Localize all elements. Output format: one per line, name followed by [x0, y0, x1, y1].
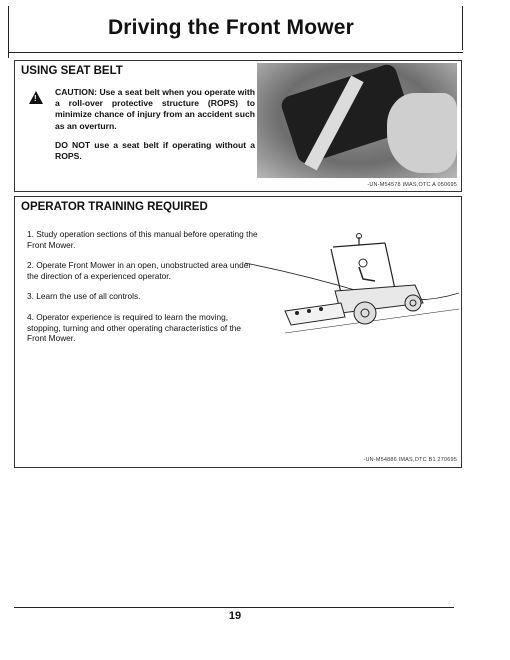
title-border-bottom: [8, 52, 463, 53]
caution-block: [29, 87, 255, 162]
rops-warning-text: DO NOT use a seat belt if operating without a ROPS.: [55, 139, 255, 162]
training-steps: [27, 229, 259, 354]
title-border-right: [462, 6, 463, 50]
front-mower-illustration: [245, 233, 459, 343]
warning-triangle-icon: !: [29, 91, 43, 104]
training-step: 3. Learn the use of all controls.: [27, 291, 141, 302]
seat-belt-photo: [257, 63, 457, 178]
training-step: 4. Operator experience is required to learn the moving, stopping, turning and other operating characteristics of the Front Mower.: [27, 311, 242, 344]
seat-belt-section: [14, 60, 462, 192]
seat-belt-figure-caption: -UN-M54578 IMAS,OTC A 050695: [367, 182, 457, 188]
page-title: Driving the Front Mower: [107, 16, 355, 39]
operator-training-section: [14, 196, 462, 468]
training-heading: OPERATOR TRAINING REQUIRED: [21, 201, 208, 213]
page-number: 19: [228, 610, 242, 622]
training-step: 2. Operate Front Mower in an open, unobstructed area under the direction of a experienced operator.: [27, 260, 252, 281]
training-step: 1. Study operation sections of this manual before operating the Front Mower.: [27, 229, 258, 250]
caution-text: CAUTION: Use a seat belt when you operate with a roll-over protective structure (ROPS) to minimize chance of injury from an accident such as an overturn.: [55, 87, 255, 131]
seat-belt-heading: USING SEAT BELT: [21, 65, 123, 77]
training-figure-caption: -UN-M54886 IMAS,OTC B1 270695: [363, 457, 457, 463]
footer-rule: [14, 607, 454, 608]
